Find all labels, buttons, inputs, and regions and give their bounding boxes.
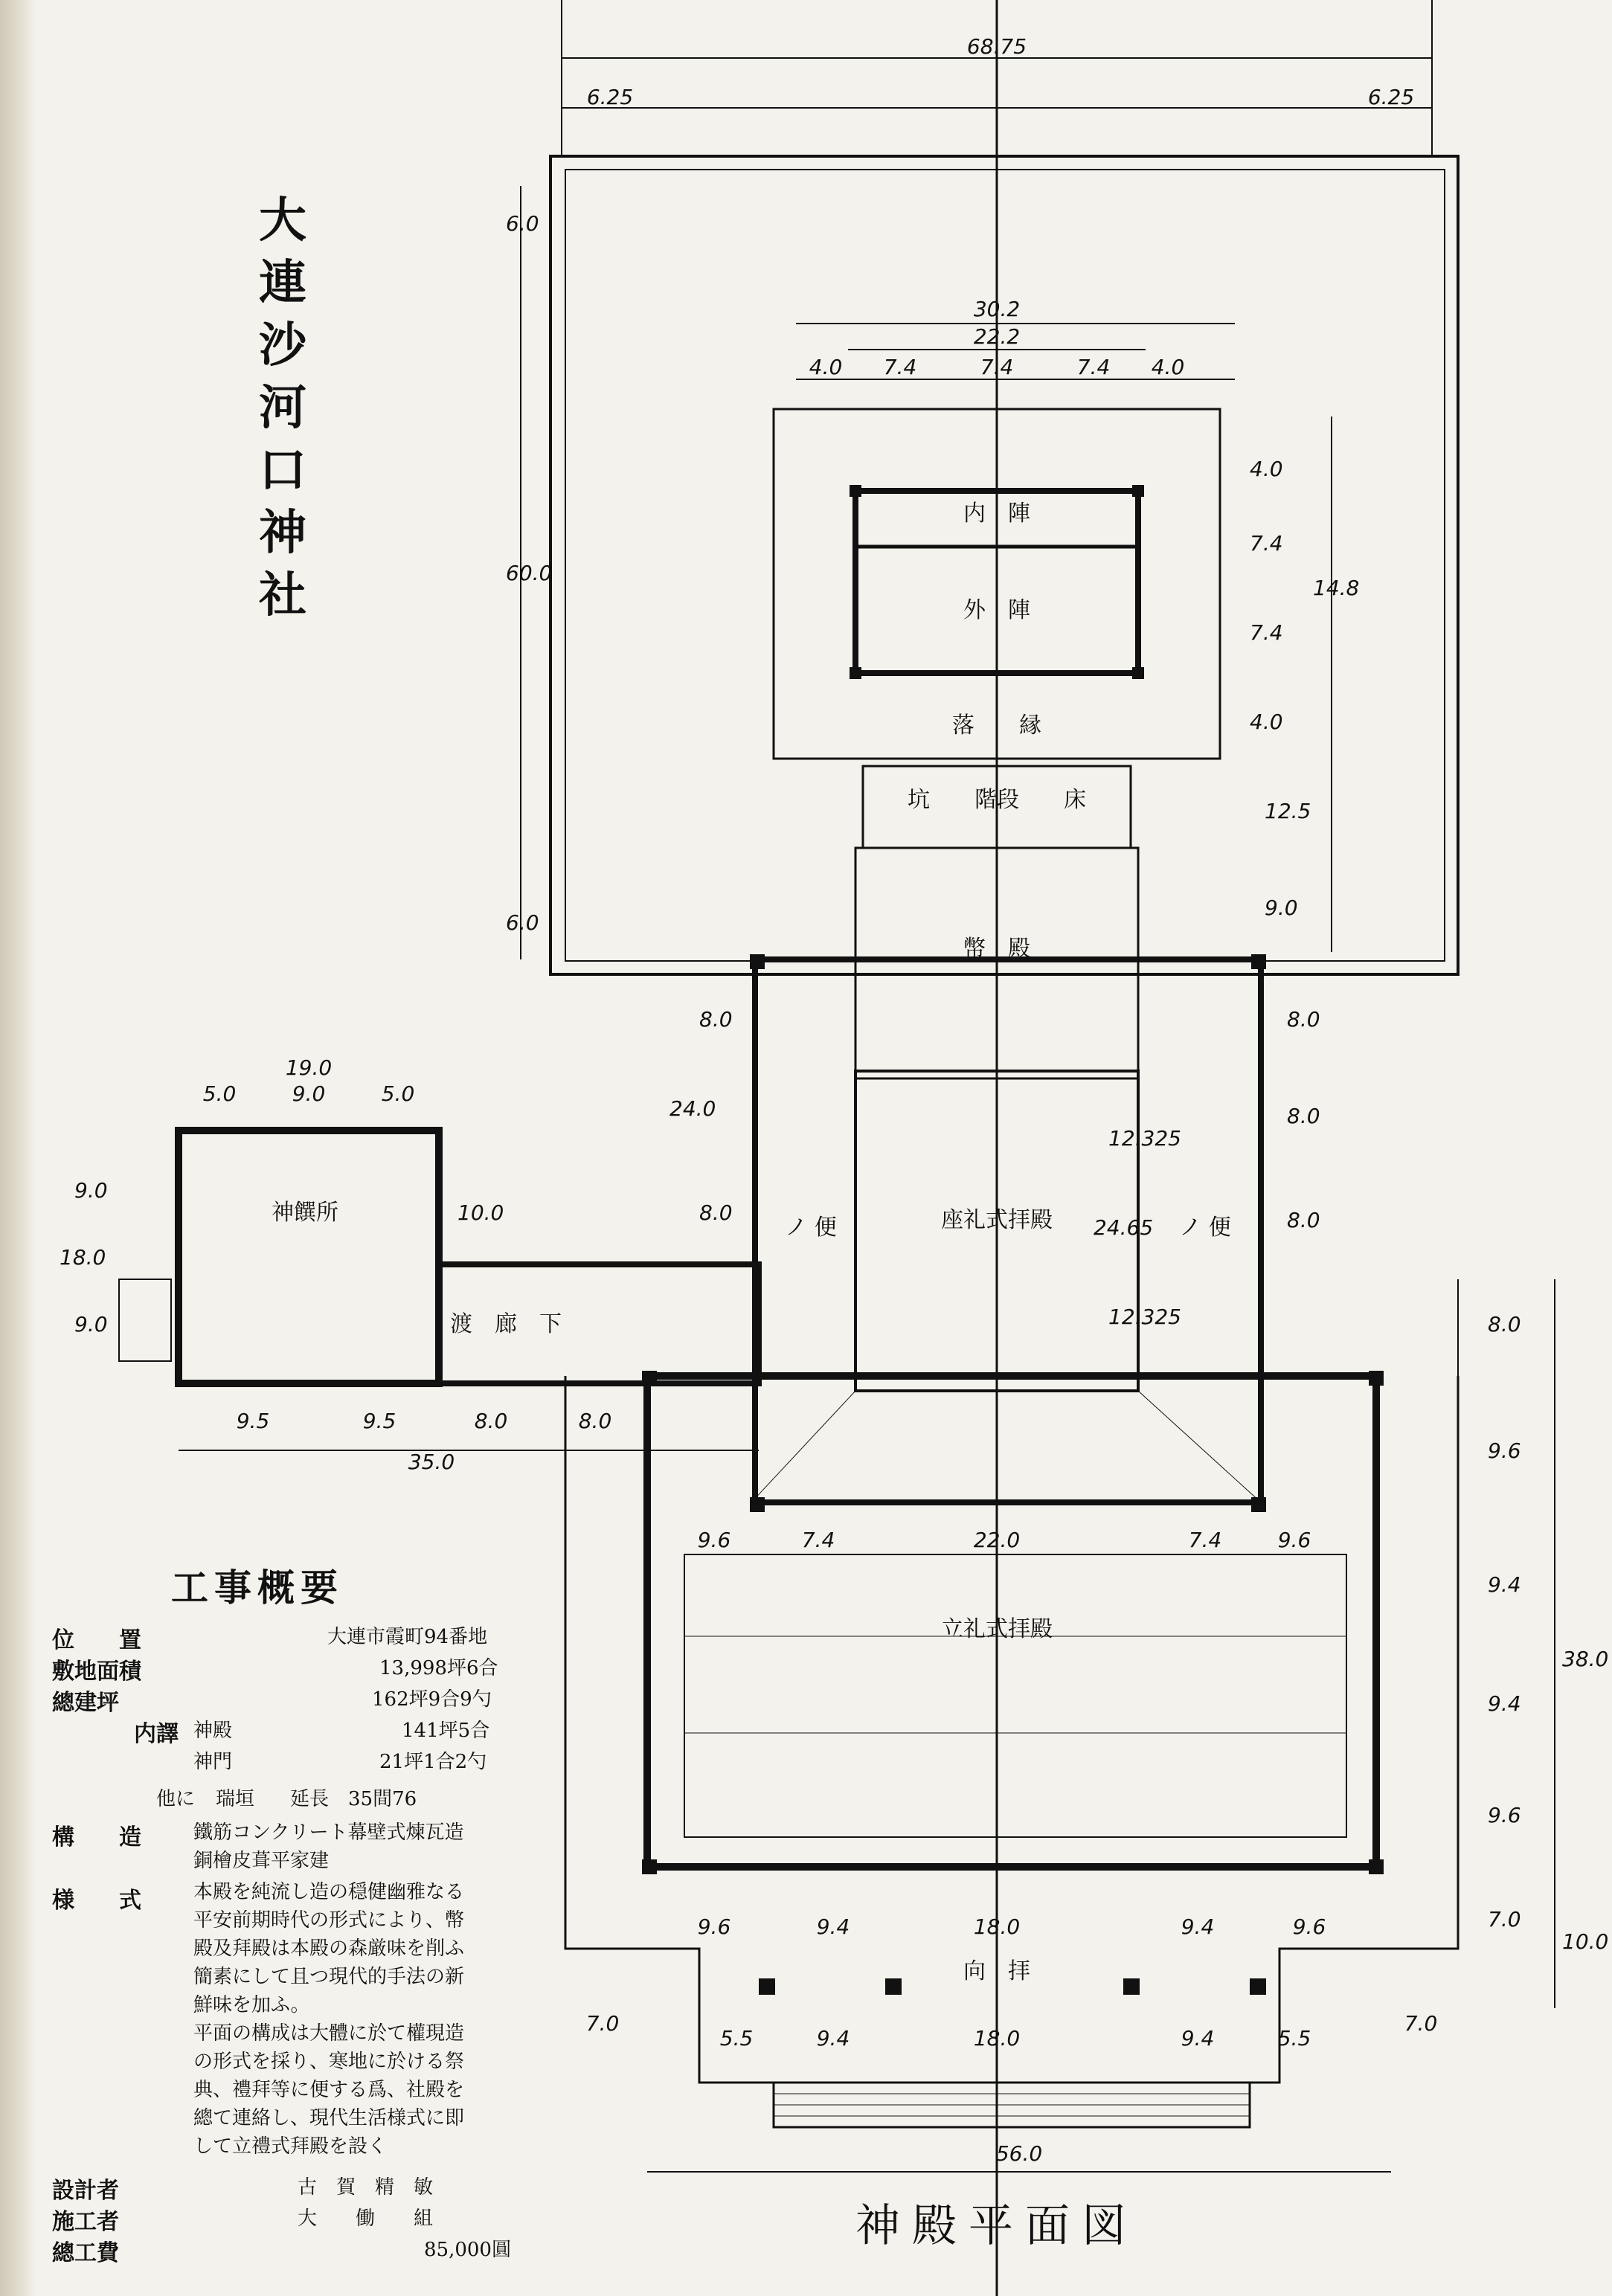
dim-koupai-bottom: 18.0: [973, 2026, 1021, 2051]
dim-koupai-bottom: 7.0: [585, 2011, 620, 2036]
dim-shinsen-depth: 9.0: [74, 1178, 108, 1203]
summary-value: 鐵筋コンクリート幕壁式煉瓦造 銅檜皮葺平家建: [193, 1821, 464, 1872]
summary-label: 位 置: [52, 1627, 141, 1653]
dim-corridor-right: 8.0: [1287, 1007, 1320, 1032]
dim-ritsurei-width: 22.0: [973, 1528, 1021, 1552]
dim-watari-bottom: 9.5: [362, 1409, 396, 1433]
description-line: 典、禮拜等に便する爲、社殿を: [193, 2079, 465, 2101]
summary-value: 141坪5合: [402, 1720, 490, 1742]
dim-corridor-right: 8.0: [1287, 1104, 1320, 1128]
label-ritsurei-haiden: 立礼式拝殿: [941, 1616, 1053, 1642]
summary-label: 様 式: [52, 1888, 141, 1914]
description-line: して立禮式拜殿を設く: [193, 2135, 388, 2158]
description-line: 平安前期時代の形式により、幣: [193, 1909, 465, 1932]
dim-corridor-left: 24.0: [669, 1096, 716, 1121]
dim-ritsurei-right: 8.0: [1488, 1312, 1521, 1337]
summary-sub: 神殿: [193, 1720, 233, 1742]
dim-honden-bay: 7.4: [883, 355, 917, 379]
dim-honden-right: 7.4: [1250, 620, 1283, 645]
summary-label: 敷地面積: [52, 1659, 141, 1685]
dim-left-side: 60.0: [506, 561, 553, 585]
summary-sub: 瑞垣: [216, 1788, 255, 1810]
credit-label: 施工者: [52, 2209, 119, 2235]
dim-corridor-left: 8.0: [699, 1007, 733, 1032]
dim-zarei-depth: 12.325: [1108, 1305, 1181, 1329]
dim-koupai-top: 9.4: [816, 1914, 850, 1939]
summary-label: 構 造: [52, 1824, 141, 1850]
dim-corridor-right: 8.0: [1287, 1208, 1320, 1232]
dim-ritsurei-width: 9.6: [1277, 1528, 1311, 1552]
dim-ritsurei-width: 9.6: [697, 1528, 731, 1552]
dim-top-edge-right: 6.25: [1367, 85, 1415, 109]
label-koshi-left: ノ 便: [785, 1215, 837, 1241]
label-heiden: 幣 殿: [963, 936, 1030, 962]
dim-left-side: 6.0: [506, 211, 539, 236]
title-char: 口: [259, 443, 306, 498]
dim-koupai-top: 9.6: [1292, 1914, 1326, 1939]
credit-value: 85,000圓: [424, 2239, 511, 2261]
ritsurei-haiden-inner: [684, 1554, 1346, 1837]
dim-ritsurei-right: 9.6: [1488, 1438, 1521, 1463]
description-line: 殿及拜殿は本殿の森厳味を削ふ: [193, 1938, 465, 1960]
dim-left-side: 6.0: [506, 910, 539, 935]
dim-watari-bottom: 35.0: [408, 1450, 455, 1474]
dim-koupai-bottom: 5.5: [1277, 2026, 1311, 2051]
dim-ritsurei-right: 7.0: [1488, 1907, 1521, 1932]
dim-shinsen-width: 5.0: [202, 1081, 237, 1106]
dim-ritsurei-width: 7.4: [801, 1528, 835, 1552]
dim-zarei-depth: 24.65: [1094, 1215, 1154, 1240]
summary-value: 延長 35間76: [290, 1788, 417, 1810]
summary-value: 21坪1合2勺: [379, 1751, 487, 1773]
dim-shinsen-depth: 18.0: [60, 1245, 106, 1270]
label-shinsen: 神饌所: [272, 1200, 338, 1226]
dim-ritsurei-right: 38.0: [1562, 1647, 1609, 1671]
summary-label: 他に: [156, 1788, 196, 1810]
summary-label: 總建坪: [52, 1690, 119, 1716]
dim-honden-bay: 4.0: [809, 355, 843, 379]
dim-top-total: 68.75: [966, 34, 1027, 59]
dim-zarei-depth: 12.325: [1108, 1126, 1181, 1151]
outer-fence: [550, 156, 1458, 974]
summary-value: 13,998坪6合: [379, 1657, 498, 1679]
dim-koupai-top: 18.0: [973, 1914, 1021, 1939]
dim-ritsurei-right: 10.0: [1562, 1929, 1609, 1954]
title-char: 連: [259, 256, 306, 311]
dim-koupai-bottom: 5.5: [719, 2026, 754, 2051]
koupai-pillar: [885, 1978, 902, 1995]
title-char: 神: [259, 506, 306, 561]
credit-value: 古 賀 精 敏: [298, 2176, 434, 2199]
dim-bottom-total: 56.0: [995, 2141, 1043, 2166]
dim-ritsurei-right: 9.4: [1488, 1572, 1521, 1597]
dim-honden-inner: 22.2: [973, 324, 1021, 349]
dim-koupai-top: 9.4: [1181, 1914, 1215, 1939]
description-line: 本殿を純流し造の穏健幽雅なる: [193, 1881, 465, 1903]
summary-value: 大連市霞町94番地: [327, 1626, 488, 1648]
dim-honden-right: 4.0: [1250, 457, 1283, 481]
description-line: 鮮味を加ふ。: [193, 1994, 310, 2016]
dim-watari-bottom: 8.0: [474, 1409, 508, 1433]
credit-label: 總工費: [52, 2240, 119, 2266]
dim-koupai-bottom: 9.4: [816, 2026, 850, 2051]
summary-heading: 工事概要: [171, 1566, 344, 1610]
dim-honden-bay: 7.4: [980, 355, 1014, 379]
dim-shinsen-depth: 9.0: [74, 1312, 108, 1337]
title-char: 大: [259, 193, 306, 248]
label-koupai: 向 拝: [963, 1958, 1030, 1984]
dim-ritsurei-right: 9.6: [1488, 1803, 1521, 1827]
dim-top-edge-left: 6.25: [586, 85, 634, 109]
label-ochien: 落 縁: [952, 713, 1041, 739]
dim-koupai-bottom: 9.4: [1181, 2026, 1215, 2051]
description-line: 平面の構成は大體に於て權現造: [193, 2022, 465, 2045]
dim-honden-bay: 4.0: [1151, 355, 1185, 379]
description-line: 總て連絡し、現代生活様式に即: [193, 2107, 465, 2129]
label-koshi-right: ノ 便: [1179, 1215, 1231, 1241]
dim-honden-right: 4.0: [1250, 710, 1283, 734]
summary-value: 162坪9合9勺: [372, 1688, 492, 1711]
dim-shinsen-width: 19.0: [285, 1055, 333, 1080]
dim-shinsen-width: 5.0: [381, 1081, 415, 1106]
dim-shinsen-width: 9.0: [292, 1081, 326, 1106]
summary-sub: 神門: [193, 1751, 233, 1773]
shinsen-room: [179, 1131, 439, 1383]
dim-watari-bottom: 8.0: [578, 1409, 612, 1433]
koupai-pillar: [1250, 1978, 1266, 1995]
koupai-pillar: [759, 1978, 775, 1995]
dim-koupai-bottom: 7.0: [1404, 2011, 1438, 2036]
label-zarei-haiden: 座礼式拝殿: [941, 1207, 1053, 1233]
description-line: 簡素にして且つ現代的手法の新: [193, 1966, 465, 1988]
style-description: [193, 1878, 521, 2161]
dim-honden-right: 12.5: [1265, 799, 1311, 823]
credit-value: 大 働 組: [298, 2207, 434, 2230]
title-char: 河: [259, 381, 306, 436]
title-char: 社: [259, 568, 306, 623]
label-gejin: 外 陣: [963, 597, 1030, 623]
dim-honden-right: 14.8: [1313, 576, 1360, 600]
dim-honden-width: 30.2: [973, 297, 1021, 321]
dim-watari-bottom: 9.5: [236, 1409, 270, 1433]
plan-title: 神殿平面図: [855, 2200, 1138, 2252]
label-watari: 渡 廊 下: [450, 1311, 562, 1337]
dim-honden-bay: 7.4: [1076, 355, 1111, 379]
credit-label: 設計者: [52, 2178, 119, 2204]
koupai-pillar: [1123, 1978, 1140, 1995]
dim-ritsurei-right: 9.4: [1488, 1691, 1521, 1716]
label-kyodan: 坑 階段 床: [908, 787, 1086, 813]
dim-ritsurei-width: 7.4: [1188, 1528, 1222, 1552]
label-naijin: 内 陣: [963, 501, 1030, 527]
description-line: の形式を採り、寒地に於ける祭: [193, 2051, 465, 2073]
dim-honden-right: 9.0: [1265, 895, 1298, 920]
dim-honden-right: 7.4: [1250, 531, 1283, 556]
dim-shinsen-depth: 10.0: [457, 1200, 504, 1225]
dim-koupai-top: 9.6: [697, 1914, 731, 1939]
dim-corridor-left: 8.0: [699, 1200, 733, 1225]
title-char: 沙: [259, 318, 306, 373]
summary-label: 内譯: [134, 1721, 179, 1747]
